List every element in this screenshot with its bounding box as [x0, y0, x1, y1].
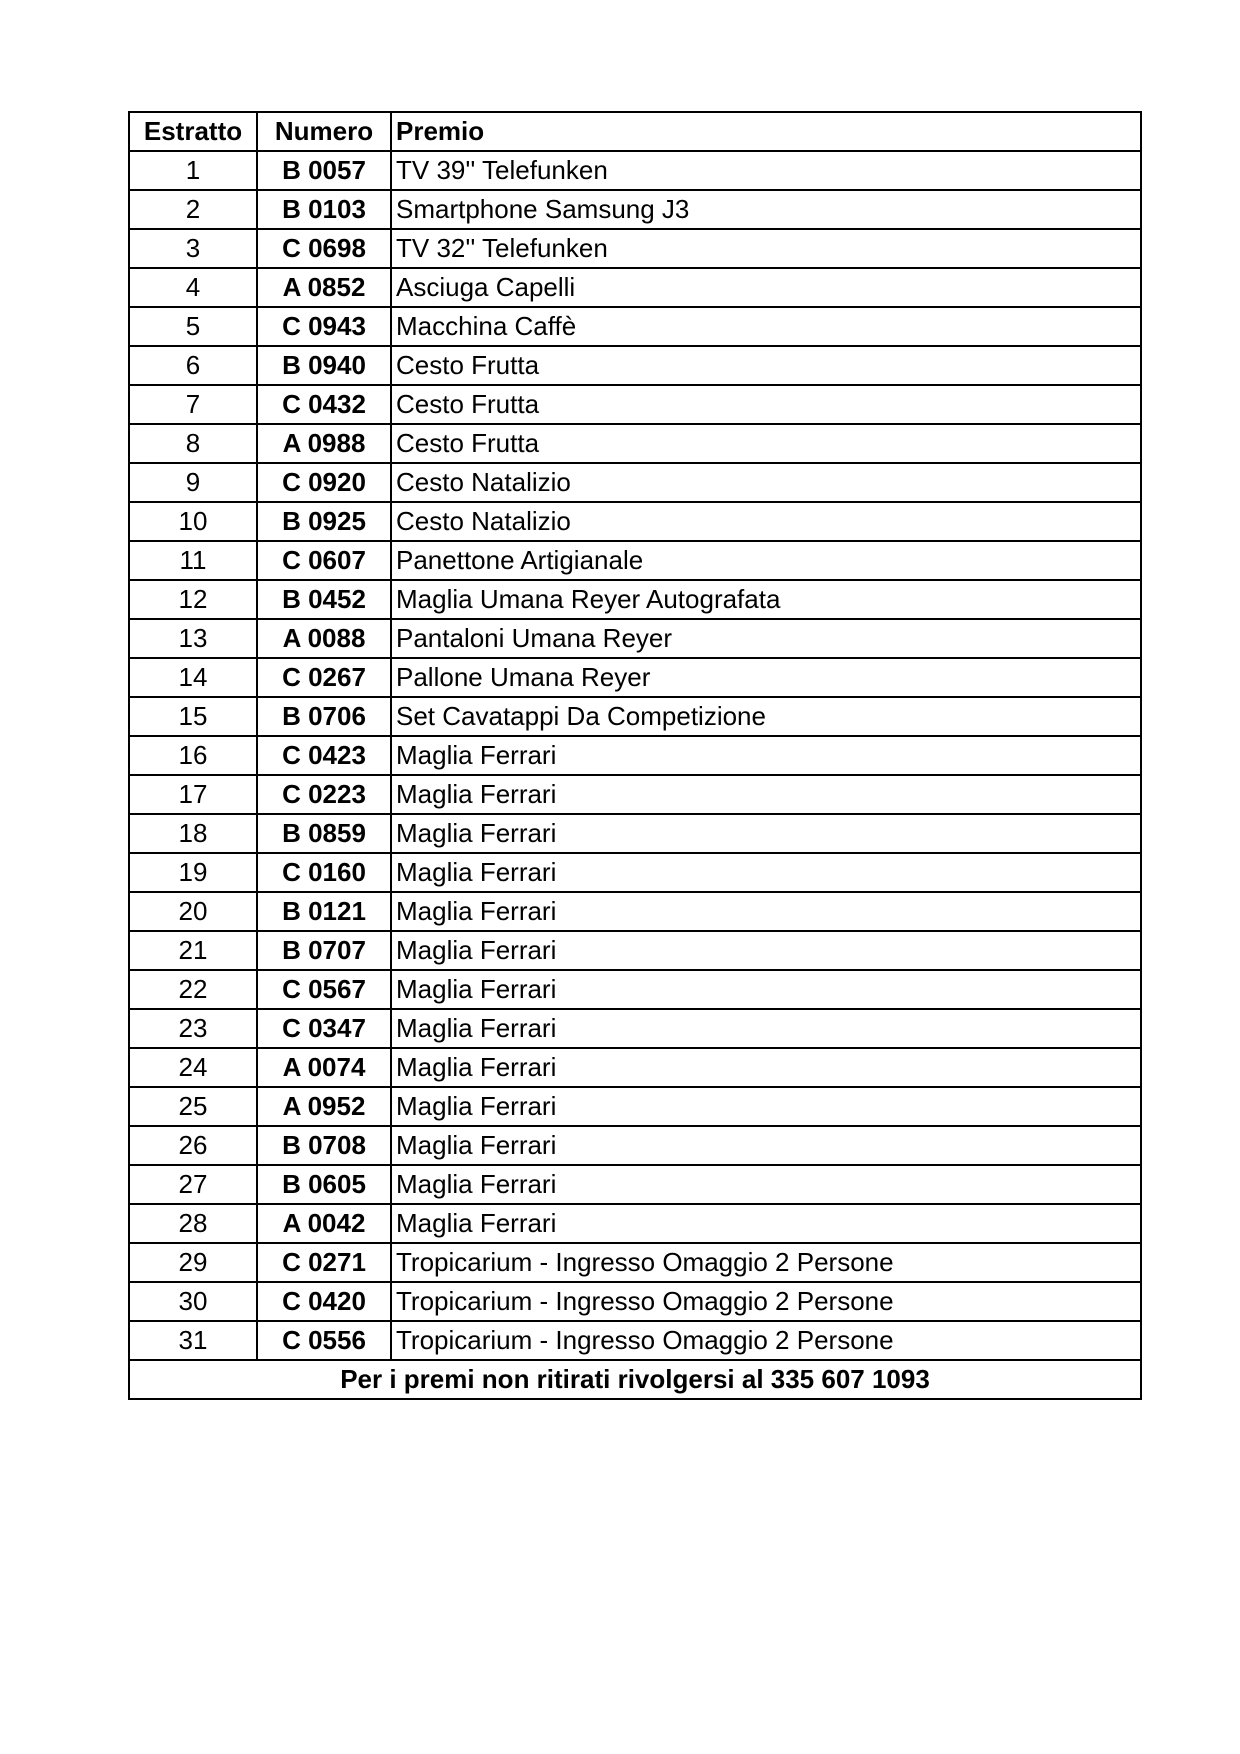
- cell-premio: Panettone Artigianale: [391, 541, 1141, 580]
- cell-premio: TV 39'' Telefunken: [391, 151, 1141, 190]
- cell-numero: C 0420: [257, 1282, 391, 1321]
- cell-estratto: 27: [129, 1165, 257, 1204]
- table-row: [129, 502, 1141, 541]
- cell-estratto: 4: [129, 268, 257, 307]
- cell-premio: Cesto Natalizio: [391, 502, 1141, 541]
- table-row: [129, 463, 1141, 502]
- cell-premio: Maglia Umana Reyer Autografata: [391, 580, 1141, 619]
- cell-estratto: 20: [129, 892, 257, 931]
- cell-premio: Maglia Ferrari: [391, 1048, 1141, 1087]
- cell-premio: Macchina Caffè: [391, 307, 1141, 346]
- table-row: [129, 229, 1141, 268]
- cell-numero: B 0452: [257, 580, 391, 619]
- cell-numero: B 0605: [257, 1165, 391, 1204]
- table-row: [129, 1087, 1141, 1126]
- cell-numero: B 0057: [257, 151, 391, 190]
- footer-note: Per i premi non ritirati rivolgersi al 335 607 1093: [129, 1360, 1141, 1399]
- cell-premio: Maglia Ferrari: [391, 814, 1141, 853]
- cell-estratto: 12: [129, 580, 257, 619]
- table-body: [129, 151, 1141, 1360]
- cell-numero: A 0988: [257, 424, 391, 463]
- cell-numero: C 0267: [257, 658, 391, 697]
- cell-premio: Maglia Ferrari: [391, 853, 1141, 892]
- cell-premio: TV 32'' Telefunken: [391, 229, 1141, 268]
- cell-estratto: 26: [129, 1126, 257, 1165]
- table-row: [129, 892, 1141, 931]
- cell-premio: Maglia Ferrari: [391, 1009, 1141, 1048]
- cell-numero: B 0859: [257, 814, 391, 853]
- table-row: [129, 151, 1141, 190]
- cell-estratto: 14: [129, 658, 257, 697]
- cell-premio: Asciuga Capelli: [391, 268, 1141, 307]
- table-row: [129, 1009, 1141, 1048]
- table-row: [129, 1048, 1141, 1087]
- cell-premio: Cesto Frutta: [391, 424, 1141, 463]
- cell-numero: C 0567: [257, 970, 391, 1009]
- table-row: [129, 268, 1141, 307]
- table-row: [129, 1243, 1141, 1282]
- cell-estratto: 7: [129, 385, 257, 424]
- footer-row: [129, 1360, 1141, 1399]
- table-header: [129, 112, 1141, 151]
- cell-numero: C 0556: [257, 1321, 391, 1360]
- cell-estratto: 30: [129, 1282, 257, 1321]
- cell-numero: C 0920: [257, 463, 391, 502]
- cell-estratto: 2: [129, 190, 257, 229]
- table-row: [129, 346, 1141, 385]
- table-row: [129, 775, 1141, 814]
- cell-estratto: 18: [129, 814, 257, 853]
- cell-premio: Maglia Ferrari: [391, 1165, 1141, 1204]
- cell-premio: Pallone Umana Reyer: [391, 658, 1141, 697]
- cell-premio: Cesto Frutta: [391, 346, 1141, 385]
- header-row: [129, 112, 1141, 151]
- table-row: [129, 580, 1141, 619]
- cell-premio: Maglia Ferrari: [391, 1204, 1141, 1243]
- table-row: [129, 814, 1141, 853]
- cell-numero: B 0121: [257, 892, 391, 931]
- table-row: [129, 424, 1141, 463]
- cell-numero: C 0432: [257, 385, 391, 424]
- cell-numero: B 0708: [257, 1126, 391, 1165]
- table-row: [129, 541, 1141, 580]
- cell-premio: Maglia Ferrari: [391, 931, 1141, 970]
- cell-premio: Maglia Ferrari: [391, 775, 1141, 814]
- cell-estratto: 19: [129, 853, 257, 892]
- cell-estratto: 28: [129, 1204, 257, 1243]
- cell-numero: C 0271: [257, 1243, 391, 1282]
- table-row: [129, 307, 1141, 346]
- cell-numero: C 0160: [257, 853, 391, 892]
- cell-estratto: 21: [129, 931, 257, 970]
- cell-estratto: 16: [129, 736, 257, 775]
- header-estratto: Estratto: [129, 112, 257, 151]
- cell-estratto: 8: [129, 424, 257, 463]
- cell-estratto: 1: [129, 151, 257, 190]
- cell-estratto: 29: [129, 1243, 257, 1282]
- cell-premio: Maglia Ferrari: [391, 892, 1141, 931]
- cell-estratto: 23: [129, 1009, 257, 1048]
- table-row: [129, 853, 1141, 892]
- cell-estratto: 25: [129, 1087, 257, 1126]
- table-row: [129, 1165, 1141, 1204]
- cell-estratto: 5: [129, 307, 257, 346]
- cell-premio: Maglia Ferrari: [391, 970, 1141, 1009]
- cell-numero: B 0706: [257, 697, 391, 736]
- table-row: [129, 385, 1141, 424]
- table-row: [129, 1282, 1141, 1321]
- cell-premio: Tropicarium - Ingresso Omaggio 2 Persone: [391, 1282, 1141, 1321]
- cell-estratto: 22: [129, 970, 257, 1009]
- prize-table: [128, 111, 1142, 1400]
- table-row: [129, 697, 1141, 736]
- cell-numero: C 0943: [257, 307, 391, 346]
- header-numero: Numero: [257, 112, 391, 151]
- cell-premio: Cesto Frutta: [391, 385, 1141, 424]
- cell-estratto: 10: [129, 502, 257, 541]
- cell-numero: C 0347: [257, 1009, 391, 1048]
- table-row: [129, 619, 1141, 658]
- table-footer: [129, 1360, 1141, 1399]
- cell-premio: Maglia Ferrari: [391, 1087, 1141, 1126]
- cell-numero: C 0423: [257, 736, 391, 775]
- cell-numero: B 0925: [257, 502, 391, 541]
- cell-numero: A 0042: [257, 1204, 391, 1243]
- cell-premio: Maglia Ferrari: [391, 1126, 1141, 1165]
- cell-estratto: 24: [129, 1048, 257, 1087]
- cell-numero: B 0103: [257, 190, 391, 229]
- table-row: [129, 931, 1141, 970]
- cell-numero: A 0074: [257, 1048, 391, 1087]
- cell-estratto: 6: [129, 346, 257, 385]
- table-row: [129, 1126, 1141, 1165]
- cell-numero: A 0852: [257, 268, 391, 307]
- cell-premio: Tropicarium - Ingresso Omaggio 2 Persone: [391, 1243, 1141, 1282]
- cell-estratto: 17: [129, 775, 257, 814]
- table-row: [129, 736, 1141, 775]
- cell-estratto: 31: [129, 1321, 257, 1360]
- table-row: [129, 970, 1141, 1009]
- cell-numero: B 0707: [257, 931, 391, 970]
- cell-numero: A 0952: [257, 1087, 391, 1126]
- cell-numero: A 0088: [257, 619, 391, 658]
- cell-premio: Pantaloni Umana Reyer: [391, 619, 1141, 658]
- cell-numero: C 0223: [257, 775, 391, 814]
- cell-numero: C 0698: [257, 229, 391, 268]
- cell-premio: Smartphone Samsung J3: [391, 190, 1141, 229]
- cell-premio: Cesto Natalizio: [391, 463, 1141, 502]
- cell-premio: Maglia Ferrari: [391, 736, 1141, 775]
- header-premio: Premio: [391, 112, 1141, 151]
- cell-estratto: 13: [129, 619, 257, 658]
- table-row: [129, 1204, 1141, 1243]
- cell-premio: Set Cavatappi Da Competizione: [391, 697, 1141, 736]
- table-row: [129, 1321, 1141, 1360]
- cell-estratto: 11: [129, 541, 257, 580]
- cell-estratto: 3: [129, 229, 257, 268]
- cell-numero: C 0607: [257, 541, 391, 580]
- cell-estratto: 9: [129, 463, 257, 502]
- table-row: [129, 658, 1141, 697]
- cell-premio: Tropicarium - Ingresso Omaggio 2 Persone: [391, 1321, 1141, 1360]
- table-row: [129, 190, 1141, 229]
- cell-estratto: 15: [129, 697, 257, 736]
- cell-numero: B 0940: [257, 346, 391, 385]
